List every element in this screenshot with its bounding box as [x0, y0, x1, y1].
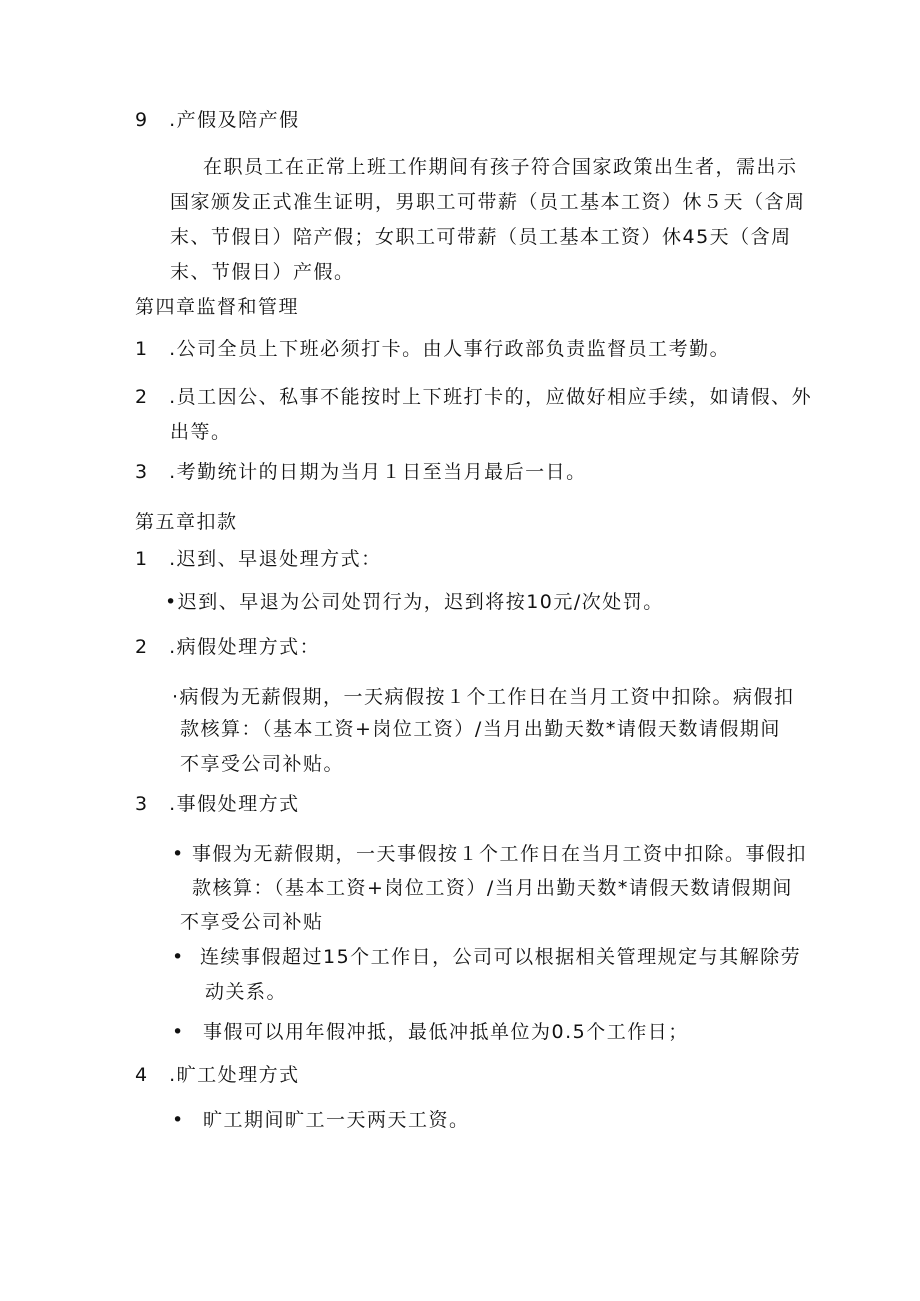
paragraph-line: 在职员工在正常上班工作期间有孩子符合国家政策出生者，需出示 — [203, 156, 798, 178]
list-item: 4 .旷工处理方式 — [135, 1064, 300, 1086]
section-9-heading: 9 .产假及陪产假 — [135, 109, 300, 131]
list-item: 2 .员工因公、私事不能按时上下班打卡的，应做好相应手续，如请假、外 — [135, 386, 813, 408]
bullet-item: 事假可以用年假冲抵，最低冲抵单位为0.5个工作日； — [203, 1021, 689, 1043]
bullet-item-continuation: 款核算：（基本工资+岗位工资）/当月出勤天数*请假天数请假期间 — [192, 877, 793, 899]
list-item: 3 .考勤统计的日期为当月１日至当月最后一日。 — [135, 461, 587, 483]
paragraph-line: 末、节假日）陪产假；女职工可带薪（员工基本工资）休45天（含周 — [170, 226, 792, 248]
chapter-5-title: 第五章扣款 — [135, 511, 238, 533]
list-item-continuation: 出等。 — [170, 421, 232, 443]
paragraph-line: 国家颁发正式准生证明，男职工可带薪（员工基本工资）休５天（含周 — [170, 191, 806, 213]
bullet-item: 连续事假超过15个工作日，公司可以根据相关管理规定与其解除劳 — [200, 946, 802, 968]
bullet-item-continuation: 不享受公司补贴。 — [180, 753, 345, 775]
bullet-icon: • — [172, 1109, 185, 1131]
bullet-item-continuation: 款核算：（基本工资+岗位工资）/当月出勤天数*请假天数请假期间 — [180, 718, 781, 740]
bullet-item-continuation: 不享受公司补贴 — [180, 911, 324, 933]
bullet-item: 旷工期间旷工一天两天工资。 — [203, 1109, 470, 1131]
bullet-item: ·病假为无薪假期，一天病假按１个工作日在当月工资中扣除。病假扣 — [172, 686, 795, 708]
bullet-item: 事假为无薪假期，一天事假按１个工作日在当月工资中扣除。事假扣 — [192, 843, 808, 865]
list-item: 2 .病假处理方式： — [135, 636, 321, 658]
bullet-item-continuation: 动关系。 — [205, 981, 288, 1003]
paragraph-line: 末、节假日）产假。 — [170, 261, 355, 283]
bullet-icon: • — [172, 843, 185, 865]
list-item: 1 .迟到、早退处理方式： — [135, 548, 382, 570]
bullet-icon: • — [172, 946, 185, 968]
list-item: 1 .公司全员上下班必须打卡。由人事行政部负责监督员工考勤。 — [135, 338, 731, 360]
bullet-item: •迟到、早退为公司处罚行为，迟到将按10元/次处罚。 — [165, 591, 664, 613]
list-item: 3 .事假处理方式 — [135, 793, 300, 815]
bullet-icon: • — [172, 1021, 185, 1043]
chapter-4-title: 第四章监督和管理 — [135, 296, 300, 318]
